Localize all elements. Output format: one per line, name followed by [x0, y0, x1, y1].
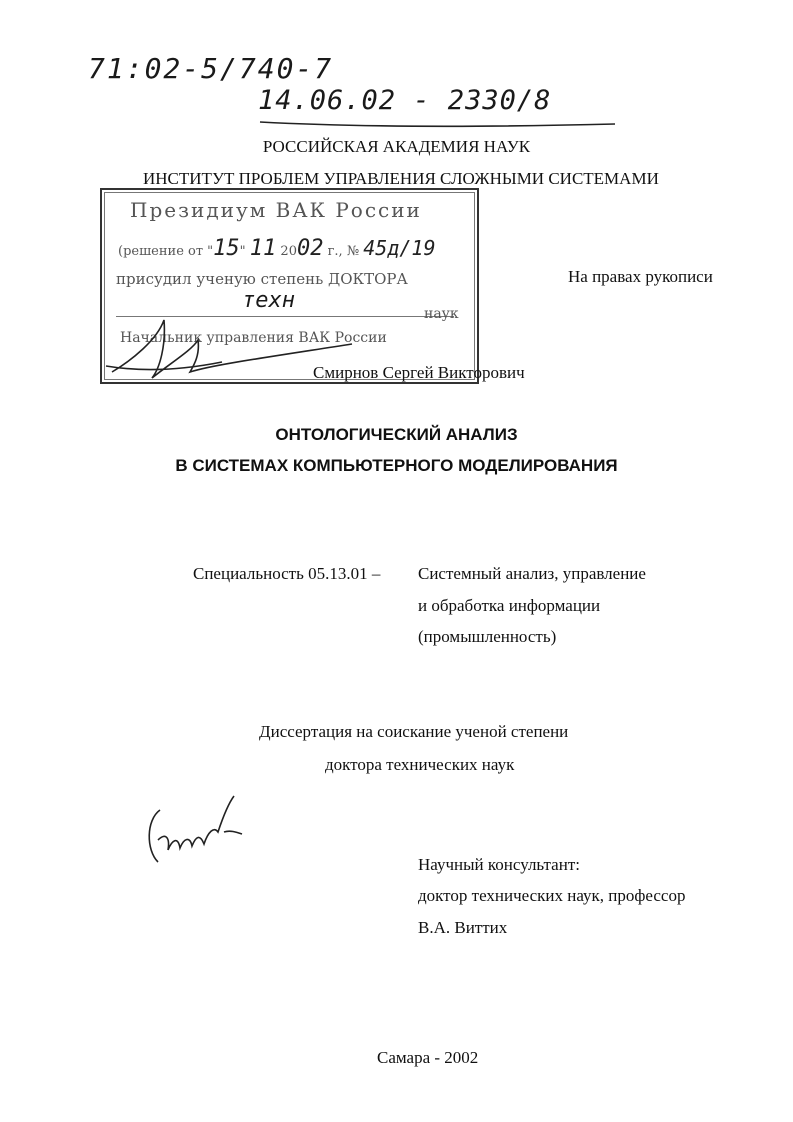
registration-underline — [255, 110, 625, 140]
stamp-decision-number: 45д/19 — [363, 236, 436, 260]
degree-line-1: Диссертация на соискание ученой степени — [259, 722, 569, 741]
vak-stamp — [100, 188, 479, 384]
stamp-field-handwritten: техн — [242, 288, 295, 313]
specialty-line-3: (промышленность) — [418, 627, 557, 646]
stamp-decision-month: 11 — [249, 236, 277, 261]
institute-name: ИНСТИТУТ ПРОБЛЕМ УПРАВЛЕНИЯ СЛОЖНЫМИ СИСТЕМАМИ — [143, 169, 659, 188]
specialty-line-2: и обработка информации — [418, 596, 601, 615]
rights-notice: На правах рукописи — [568, 267, 713, 286]
stamp-decision-day: 15 — [213, 236, 240, 261]
organization-name: РОССИЙСКАЯ АКАДЕМИЯ НАУК — [262, 137, 531, 156]
stamp-awarded: присудил ученую степень ДОКТОРА — [116, 270, 408, 288]
degree-line-2: доктора технических наук — [325, 755, 515, 774]
specialty-line-1: Системный анализ, управление — [418, 564, 646, 583]
stamp-decision-year: 02 — [296, 236, 324, 261]
consultant-label: Научный консультант: — [418, 855, 580, 874]
handwritten-archive-number: 71:02-5/740-7 — [88, 52, 334, 85]
place-and-year: Самара - 2002 — [377, 1048, 479, 1067]
stamp-chief: Начальник управления ВАК России — [120, 330, 387, 346]
stamp-decision: (решение от "15" 11 2002 г., № 45д/19 — [118, 236, 436, 261]
stamp-title: Президиум ВАК России — [130, 198, 422, 222]
stamp-field-suffix: наук — [424, 306, 459, 322]
specialty-label: Специальность 05.13.01 – — [193, 564, 381, 583]
author-signature — [138, 790, 248, 870]
handwritten-registration-number: 14.06.02 - 2330/8 — [258, 85, 552, 116]
thesis-title-line-1: ОНТОЛОГИЧЕСКИЙ АНАЛИЗ — [275, 425, 518, 444]
author-name: Смирнов Сергей Викторович — [313, 363, 525, 382]
thesis-title-line-2: В СИСТЕМАХ КОМПЬЮТЕРНОГО МОДЕЛИРОВАНИЯ — [175, 456, 618, 475]
consultant-name: В.А. Виттих — [418, 918, 508, 937]
consultant-title: доктор технических наук, профессор — [418, 886, 686, 905]
